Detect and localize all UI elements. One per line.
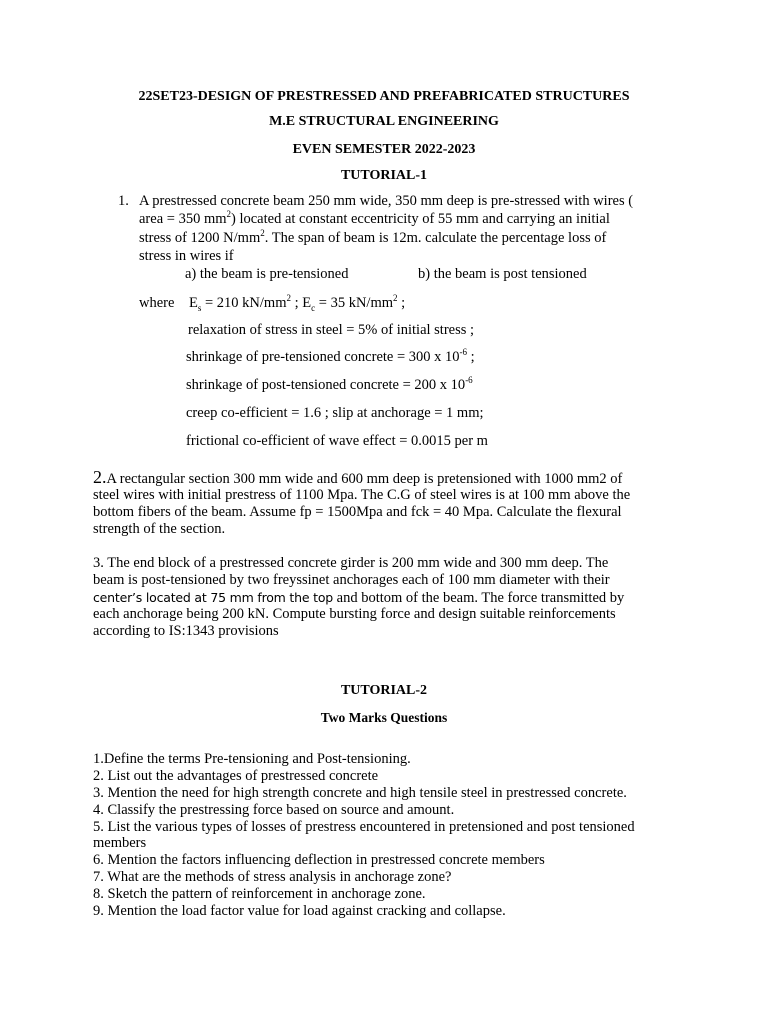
list-item: 6. Mention the factors influencing deflection in prestressed concrete members xyxy=(93,852,545,868)
list-item: 1.Define the terms Pre-tensioning and Post-tensioning. xyxy=(93,751,411,767)
semester-heading: EVEN SEMESTER 2022-2023 xyxy=(292,142,476,157)
tutorial-1-heading: TUTORIAL-1 xyxy=(340,168,428,183)
list-item: 8. Sketch the pattern of reinforcement in anchorage zone. xyxy=(93,886,426,902)
q1-friction: frictional co-efficient of wave effect = 0.0015 per m xyxy=(186,433,488,449)
q3-line-2: beam is post-tensioned by two freyssinet anchorages each of 100 mm diameter with their xyxy=(93,572,610,588)
q1-line-2: area = 350 $mm^2$) located at constant eccentricity of 55 mm and carrying an initial xyxy=(139,209,610,227)
two-marks-heading: Two Marks Questions xyxy=(320,710,448,725)
q2-line-3: bottom fibers of the beam. Assume fp = 1500Mpa and fck = 40 Mpa. Calculate the flexural xyxy=(93,504,622,520)
document-title: 22SET23-DESIGN OF PRESTRESSED AND PREFABRICATED STRUCTURES xyxy=(138,89,630,104)
list-item: 9. Mention the load factor value for load against cracking and collapse. xyxy=(93,903,506,919)
q1-number: 1. xyxy=(118,193,129,209)
q1-line-3: stress of 1200 $N/mm^2$. The span of beam is 12m. calculate the percentage loss of xyxy=(139,228,607,246)
list-item: members xyxy=(93,835,147,851)
list-item: 3. Mention the need for high strength concrete and high tensile steel in prestressed concrete. xyxy=(93,785,627,801)
list-item: 5. List the various types of losses of prestress encountered in pretensioned and post tensioned xyxy=(93,819,635,835)
q2-line-1: 2.A rectangular section 300 mm wide and 600 mm deep is pretensioned with 1000 mm2 of xyxy=(93,467,623,487)
tutorial-2-heading: TUTORIAL-2 xyxy=(340,683,428,698)
q2-line-4: strength of the section. xyxy=(93,521,226,537)
q1-modulus-values: $E_s = 210$ $kN/mm^2$ ; $E_c = 35$ $kN/mm^2$ ; xyxy=(189,293,406,313)
q1-line-4: stress in wires if xyxy=(139,248,234,264)
programme-heading: M.E STRUCTURAL ENGINEERING xyxy=(269,114,499,129)
q3-line-1: 3. The end block of a prestressed concrete girder is 200 mm wide and 300 mm deep. The xyxy=(93,555,609,571)
list-item: 4. Classify the prestressing force based on source and amount. xyxy=(93,802,455,818)
list-item: 2. List out the advantages of prestressed concrete xyxy=(93,768,379,784)
list-item: 7. What are the methods of stress analysis in anchorage zone? xyxy=(93,869,452,885)
q1-relaxation: relaxation of stress in steel = 5% of initial stress ; xyxy=(188,322,475,338)
q1-option-b: b) the beam is post tensioned xyxy=(418,266,587,282)
q3-line-3: center’s located at 75 mm from the top and bottom of the beam. The force transmitted by xyxy=(93,590,625,606)
q3-line-4: each anchorage being 200 kN. Compute bursting force and design suitable reinforcements xyxy=(93,606,616,622)
q1-option-a: a) the beam is pre-tensioned xyxy=(185,266,349,282)
q1-shrinkage-post: shrinkage of post-tensioned concrete = 200 x $10^{-6}$ xyxy=(186,375,473,393)
q3-line-5: according to IS:1343 provisions xyxy=(93,623,279,639)
q1-line-1: A prestressed concrete beam 250 mm wide, 350 mm deep is pre-stressed with wires ( xyxy=(139,193,634,209)
q1-where-label: where xyxy=(139,295,175,311)
q1-creep: creep co-efficient = 1.6 ; slip at anchorage = 1 mm; xyxy=(186,405,484,421)
q2-line-2: steel wires with initial prestress of 1100 Mpa. The C.G of steel wires is at 100 mm above the xyxy=(93,487,631,503)
q1-shrinkage-pre: shrinkage of pre-tensioned concrete = 300 x $10^{-6}$ ; xyxy=(186,347,475,365)
